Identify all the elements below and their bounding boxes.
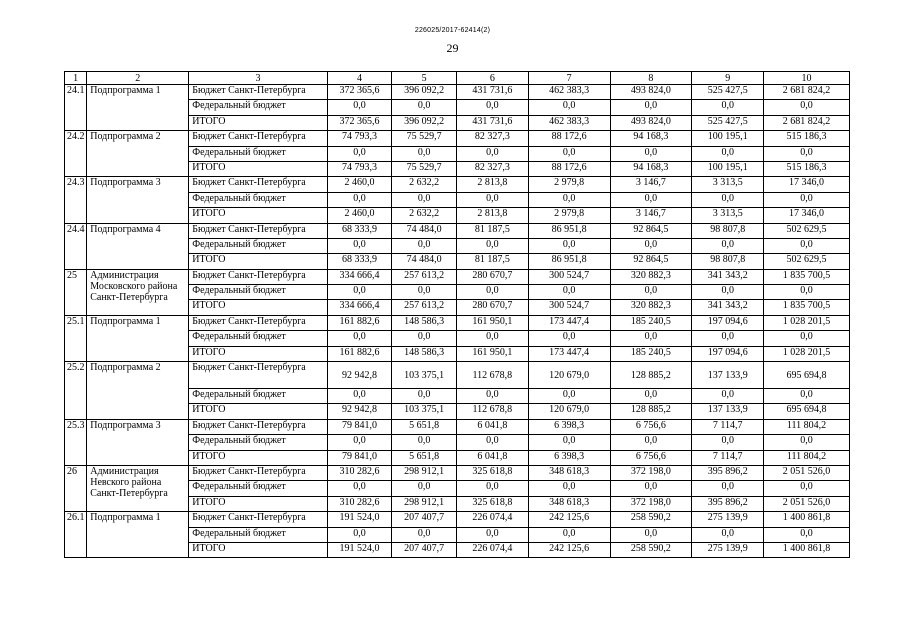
value-cell: 242 125,6	[528, 512, 610, 527]
value-cell: 2 979,8	[528, 208, 610, 223]
funding-source-cell: ИТОГО	[189, 254, 327, 269]
value-cell: 0,0	[327, 100, 392, 115]
value-cell: 0,0	[528, 192, 610, 207]
value-cell: 525 427,5	[692, 85, 764, 100]
value-cell: 462 383,3	[528, 115, 610, 130]
value-cell: 0,0	[327, 331, 392, 346]
row-index-cell: 25.3	[65, 419, 87, 465]
value-cell: 120 679,0	[528, 362, 610, 389]
funding-source-cell: ИТОГО	[189, 542, 327, 557]
value-cell: 0,0	[392, 527, 457, 542]
value-cell: 17 346,0	[764, 177, 850, 192]
value-cell: 191 524,0	[327, 512, 392, 527]
value-cell: 161 950,1	[456, 315, 528, 330]
value-cell: 257 613,2	[392, 300, 457, 315]
value-cell: 0,0	[764, 435, 850, 450]
funding-source-cell: Федеральный бюджет	[189, 285, 327, 300]
value-cell: 7 114,7	[692, 450, 764, 465]
value-cell: 92 942,8	[327, 404, 392, 419]
value-cell: 0,0	[392, 192, 457, 207]
value-cell: 207 407,7	[392, 512, 457, 527]
value-cell: 82 327,3	[456, 131, 528, 146]
row-index-cell: 25.2	[65, 362, 87, 420]
value-cell: 275 139,9	[692, 512, 764, 527]
funding-source-cell: ИТОГО	[189, 346, 327, 361]
value-cell: 0,0	[610, 481, 692, 496]
column-header: 6	[456, 72, 528, 85]
column-header: 8	[610, 72, 692, 85]
value-cell: 0,0	[327, 238, 392, 253]
value-cell: 0,0	[764, 527, 850, 542]
value-cell: 86 951,8	[528, 223, 610, 238]
value-cell: 0,0	[528, 481, 610, 496]
row-index-cell: 24.1	[65, 85, 87, 131]
row-index-cell: 26	[65, 465, 87, 511]
table-row	[65, 419, 850, 434]
value-cell: 2 632,2	[392, 177, 457, 192]
value-cell: 280 670,7	[456, 269, 528, 284]
value-cell: 0,0	[456, 435, 528, 450]
value-cell: 372 198,0	[610, 465, 692, 480]
value-cell: 79 841,0	[327, 419, 392, 434]
value-cell: 6 041,8	[456, 419, 528, 434]
value-cell: 1 835 700,5	[764, 300, 850, 315]
row-index-cell: 24.4	[65, 223, 87, 269]
column-header: 3	[189, 72, 327, 85]
value-cell: 79 841,0	[327, 450, 392, 465]
value-cell: 161 882,6	[327, 346, 392, 361]
value-cell: 372 198,0	[610, 496, 692, 511]
value-cell: 0,0	[528, 100, 610, 115]
value-cell: 298 912,1	[392, 465, 457, 480]
funding-source-cell: Федеральный бюджет	[189, 146, 327, 161]
funding-source-cell: Федеральный бюджет	[189, 192, 327, 207]
column-header: 10	[764, 72, 850, 85]
funding-source-cell: Бюджет Санкт-Петербурга	[189, 131, 327, 146]
value-cell: 98 807,8	[692, 223, 764, 238]
value-cell: 0,0	[610, 192, 692, 207]
program-name-cell: Подпрограмма 3	[87, 177, 189, 223]
value-cell: 3 313,5	[692, 177, 764, 192]
row-index-cell: 26.1	[65, 512, 87, 558]
value-cell: 525 427,5	[692, 115, 764, 130]
funding-source-cell: ИТОГО	[189, 208, 327, 223]
program-name-cell: Администрация Невского района Санкт-Петербурга	[87, 465, 189, 511]
value-cell: 103 375,1	[392, 362, 457, 389]
value-cell: 88 172,6	[528, 161, 610, 176]
value-cell: 0,0	[327, 389, 392, 404]
column-header: 7	[528, 72, 610, 85]
value-cell: 320 882,3	[610, 300, 692, 315]
value-cell: 0,0	[327, 527, 392, 542]
value-cell: 0,0	[610, 527, 692, 542]
column-header: 1	[65, 72, 87, 85]
value-cell: 0,0	[610, 435, 692, 450]
value-cell: 320 882,3	[610, 269, 692, 284]
value-cell: 0,0	[456, 527, 528, 542]
table-row	[65, 269, 850, 284]
funding-source-cell: ИТОГО	[189, 404, 327, 419]
value-cell: 112 678,8	[456, 362, 528, 389]
page-number: 29	[446, 41, 459, 55]
value-cell: 100 195,1	[692, 161, 764, 176]
value-cell: 0,0	[327, 192, 392, 207]
value-cell: 0,0	[392, 389, 457, 404]
value-cell: 695 694,8	[764, 404, 850, 419]
funding-source-cell: ИТОГО	[189, 300, 327, 315]
value-cell: 0,0	[692, 389, 764, 404]
value-cell: 341 343,2	[692, 300, 764, 315]
value-cell: 395 896,2	[692, 465, 764, 480]
value-cell: 2 460,0	[327, 177, 392, 192]
value-cell: 3 313,5	[692, 208, 764, 223]
value-cell: 226 074,4	[456, 512, 528, 527]
value-cell: 396 092,2	[392, 85, 457, 100]
value-cell: 431 731,6	[456, 85, 528, 100]
value-cell: 0,0	[392, 481, 457, 496]
funding-source-cell: Федеральный бюджет	[189, 331, 327, 346]
value-cell: 103 375,1	[392, 404, 457, 419]
value-cell: 185 240,5	[610, 315, 692, 330]
value-cell: 275 139,9	[692, 542, 764, 557]
value-cell: 6 756,6	[610, 419, 692, 434]
value-cell: 111 804,2	[764, 419, 850, 434]
value-cell: 372 365,6	[327, 115, 392, 130]
value-cell: 75 529,7	[392, 131, 457, 146]
value-cell: 191 524,0	[327, 542, 392, 557]
value-cell: 2 813,8	[456, 177, 528, 192]
row-index-cell: 24.3	[65, 177, 87, 223]
value-cell: 2 460,0	[327, 208, 392, 223]
funding-source-cell: ИТОГО	[189, 115, 327, 130]
funding-source-cell: ИТОГО	[189, 161, 327, 176]
value-cell: 0,0	[528, 435, 610, 450]
value-cell: 0,0	[392, 435, 457, 450]
program-name-cell: Подпрограмма 1	[87, 512, 189, 558]
value-cell: 0,0	[456, 389, 528, 404]
funding-source-cell: Федеральный бюджет	[189, 238, 327, 253]
funding-source-cell: Бюджет Санкт-Петербурга	[189, 419, 327, 434]
value-cell: 280 670,7	[456, 300, 528, 315]
table-row	[65, 223, 850, 238]
value-cell: 242 125,6	[528, 542, 610, 557]
value-cell: 258 590,2	[610, 512, 692, 527]
value-cell: 0,0	[528, 238, 610, 253]
table-row	[65, 85, 850, 100]
value-cell: 86 951,8	[528, 254, 610, 269]
value-cell: 173 447,4	[528, 346, 610, 361]
value-cell: 112 678,8	[456, 404, 528, 419]
table-row	[65, 177, 850, 192]
value-cell: 82 327,3	[456, 161, 528, 176]
value-cell: 0,0	[327, 481, 392, 496]
value-cell: 3 146,7	[610, 177, 692, 192]
value-cell: 0,0	[764, 238, 850, 253]
value-cell: 348 618,3	[528, 465, 610, 480]
value-cell: 92 942,8	[327, 362, 392, 389]
value-cell: 1 400 861,8	[764, 512, 850, 527]
funding-source-cell: ИТОГО	[189, 450, 327, 465]
value-cell: 325 618,8	[456, 496, 528, 511]
value-cell: 161 882,6	[327, 315, 392, 330]
value-cell: 5 651,8	[392, 419, 457, 434]
program-name-cell: Подпрограмма 2	[87, 362, 189, 420]
program-name-cell: Подпрограмма 4	[87, 223, 189, 269]
table-row	[65, 131, 850, 146]
value-cell: 0,0	[392, 331, 457, 346]
funding-source-cell: Бюджет Санкт-Петербурга	[189, 269, 327, 284]
value-cell: 257 613,2	[392, 269, 457, 284]
value-cell: 0,0	[327, 146, 392, 161]
value-cell: 0,0	[692, 435, 764, 450]
table-row	[65, 315, 850, 330]
value-cell: 6 756,6	[610, 450, 692, 465]
value-cell: 7 114,7	[692, 419, 764, 434]
value-cell: 92 864,5	[610, 223, 692, 238]
value-cell: 173 447,4	[528, 315, 610, 330]
value-cell: 0,0	[692, 331, 764, 346]
value-cell: 0,0	[610, 238, 692, 253]
value-cell: 2 813,8	[456, 208, 528, 223]
funding-source-cell: Федеральный бюджет	[189, 435, 327, 450]
table-row	[65, 512, 850, 527]
funding-source-cell: Бюджет Санкт-Петербурга	[189, 177, 327, 192]
funding-source-cell: Бюджет Санкт-Петербурга	[189, 85, 327, 100]
value-cell: 0,0	[456, 481, 528, 496]
value-cell: 3 146,7	[610, 208, 692, 223]
value-cell: 94 168,3	[610, 131, 692, 146]
value-cell: 300 524,7	[528, 269, 610, 284]
value-cell: 92 864,5	[610, 254, 692, 269]
value-cell: 300 524,7	[528, 300, 610, 315]
value-cell: 310 282,6	[327, 496, 392, 511]
column-header: 5	[392, 72, 457, 85]
value-cell: 6 398,3	[528, 419, 610, 434]
value-cell: 0,0	[392, 285, 457, 300]
value-cell: 148 586,3	[392, 315, 457, 330]
value-cell: 372 365,6	[327, 85, 392, 100]
value-cell: 0,0	[456, 146, 528, 161]
value-cell: 0,0	[764, 389, 850, 404]
value-cell: 0,0	[610, 331, 692, 346]
value-cell: 207 407,7	[392, 542, 457, 557]
value-cell: 226 074,4	[456, 542, 528, 557]
value-cell: 0,0	[610, 389, 692, 404]
value-cell: 310 282,6	[327, 465, 392, 480]
value-cell: 6 041,8	[456, 450, 528, 465]
value-cell: 502 629,5	[764, 223, 850, 238]
value-cell: 74 484,0	[392, 223, 457, 238]
value-cell: 0,0	[456, 238, 528, 253]
value-cell: 0,0	[456, 331, 528, 346]
funding-source-cell: Федеральный бюджет	[189, 100, 327, 115]
value-cell: 137 133,9	[692, 404, 764, 419]
program-name-cell: Подпрограмма 3	[87, 419, 189, 465]
table-row	[65, 362, 850, 389]
value-cell: 1 028 201,5	[764, 346, 850, 361]
value-cell: 0,0	[456, 100, 528, 115]
value-cell: 0,0	[528, 146, 610, 161]
value-cell: 0,0	[327, 285, 392, 300]
funding-source-cell: Бюджет Санкт-Петербурга	[189, 315, 327, 330]
value-cell: 0,0	[764, 192, 850, 207]
value-cell: 502 629,5	[764, 254, 850, 269]
value-cell: 0,0	[456, 192, 528, 207]
row-index-cell: 25	[65, 269, 87, 315]
funding-source-cell: ИТОГО	[189, 496, 327, 511]
value-cell: 348 618,3	[528, 496, 610, 511]
value-cell: 515 186,3	[764, 131, 850, 146]
value-cell: 5 651,8	[392, 450, 457, 465]
value-cell: 0,0	[764, 331, 850, 346]
value-cell: 75 529,7	[392, 161, 457, 176]
value-cell: 0,0	[610, 100, 692, 115]
column-header: 2	[87, 72, 189, 85]
program-name-cell: Подпрограмма 2	[87, 131, 189, 177]
document-id: 226025/2017-62414(2)	[414, 27, 491, 34]
value-cell: 0,0	[392, 100, 457, 115]
value-cell: 74 484,0	[392, 254, 457, 269]
table-header-row	[65, 72, 850, 85]
value-cell: 94 168,3	[610, 161, 692, 176]
value-cell: 493 824,0	[610, 115, 692, 130]
value-cell: 462 383,3	[528, 85, 610, 100]
value-cell: 0,0	[764, 285, 850, 300]
value-cell: 0,0	[610, 146, 692, 161]
value-cell: 185 240,5	[610, 346, 692, 361]
value-cell: 74 793,3	[327, 131, 392, 146]
value-cell: 197 094,6	[692, 346, 764, 361]
value-cell: 325 618,8	[456, 465, 528, 480]
value-cell: 396 092,2	[392, 115, 457, 130]
value-cell: 334 666,4	[327, 300, 392, 315]
table-body	[65, 72, 850, 558]
value-cell: 0,0	[528, 331, 610, 346]
value-cell: 2 681 824,2	[764, 85, 850, 100]
value-cell: 2 051 526,0	[764, 496, 850, 511]
value-cell: 515 186,3	[764, 161, 850, 176]
value-cell: 493 824,0	[610, 85, 692, 100]
value-cell: 341 343,2	[692, 269, 764, 284]
value-cell: 81 187,5	[456, 223, 528, 238]
value-cell: 128 885,2	[610, 404, 692, 419]
value-cell: 695 694,8	[764, 362, 850, 389]
value-cell: 0,0	[692, 192, 764, 207]
value-cell: 1 835 700,5	[764, 269, 850, 284]
column-header: 9	[692, 72, 764, 85]
funding-source-cell: Бюджет Санкт-Петербурга	[189, 223, 327, 238]
value-cell: 0,0	[764, 146, 850, 161]
value-cell: 0,0	[692, 146, 764, 161]
value-cell: 111 804,2	[764, 450, 850, 465]
value-cell: 0,0	[528, 527, 610, 542]
value-cell: 68 333,9	[327, 223, 392, 238]
value-cell: 17 346,0	[764, 208, 850, 223]
value-cell: 137 133,9	[692, 362, 764, 389]
row-index-cell: 24.2	[65, 131, 87, 177]
value-cell: 0,0	[692, 285, 764, 300]
value-cell: 2 632,2	[392, 208, 457, 223]
table-row	[65, 465, 850, 480]
value-cell: 197 094,6	[692, 315, 764, 330]
value-cell: 334 666,4	[327, 269, 392, 284]
value-cell: 0,0	[456, 285, 528, 300]
value-cell: 0,0	[327, 435, 392, 450]
funding-source-cell: Бюджет Санкт-Петербурга	[189, 512, 327, 527]
value-cell: 0,0	[692, 100, 764, 115]
value-cell: 120 679,0	[528, 404, 610, 419]
value-cell: 98 807,8	[692, 254, 764, 269]
value-cell: 100 195,1	[692, 131, 764, 146]
funding-source-cell: Бюджет Санкт-Петербурга	[189, 465, 327, 480]
value-cell: 148 586,3	[392, 346, 457, 361]
value-cell: 431 731,6	[456, 115, 528, 130]
program-name-cell: Подпрограмма 1	[87, 85, 189, 131]
funding-source-cell: Бюджет Санкт-Петербурга	[189, 362, 327, 389]
program-name-cell: Администрация Московского района Санкт-Петербурга	[87, 269, 189, 315]
value-cell: 1 028 201,5	[764, 315, 850, 330]
value-cell: 0,0	[610, 285, 692, 300]
value-cell: 74 793,3	[327, 161, 392, 176]
value-cell: 0,0	[764, 100, 850, 115]
value-cell: 0,0	[692, 527, 764, 542]
value-cell: 0,0	[528, 285, 610, 300]
funding-source-cell: Федеральный бюджет	[189, 527, 327, 542]
value-cell: 0,0	[764, 481, 850, 496]
value-cell: 6 398,3	[528, 450, 610, 465]
value-cell: 258 590,2	[610, 542, 692, 557]
value-cell: 128 885,2	[610, 362, 692, 389]
value-cell: 298 912,1	[392, 496, 457, 511]
value-cell: 395 896,2	[692, 496, 764, 511]
value-cell: 0,0	[692, 238, 764, 253]
value-cell: 0,0	[392, 238, 457, 253]
value-cell: 88 172,6	[528, 131, 610, 146]
value-cell: 68 333,9	[327, 254, 392, 269]
value-cell: 2 979,8	[528, 177, 610, 192]
value-cell: 161 950,1	[456, 346, 528, 361]
value-cell: 0,0	[692, 481, 764, 496]
value-cell: 0,0	[392, 146, 457, 161]
value-cell: 2 681 824,2	[764, 115, 850, 130]
program-name-cell: Подпрограмма 1	[87, 315, 189, 361]
value-cell: 1 400 861,8	[764, 542, 850, 557]
column-header: 4	[327, 72, 392, 85]
value-cell: 0,0	[528, 389, 610, 404]
budget-table	[64, 71, 850, 558]
value-cell: 81 187,5	[456, 254, 528, 269]
value-cell: 2 051 526,0	[764, 465, 850, 480]
funding-source-cell: Федеральный бюджет	[189, 389, 327, 404]
row-index-cell: 25.1	[65, 315, 87, 361]
funding-source-cell: Федеральный бюджет	[189, 481, 327, 496]
